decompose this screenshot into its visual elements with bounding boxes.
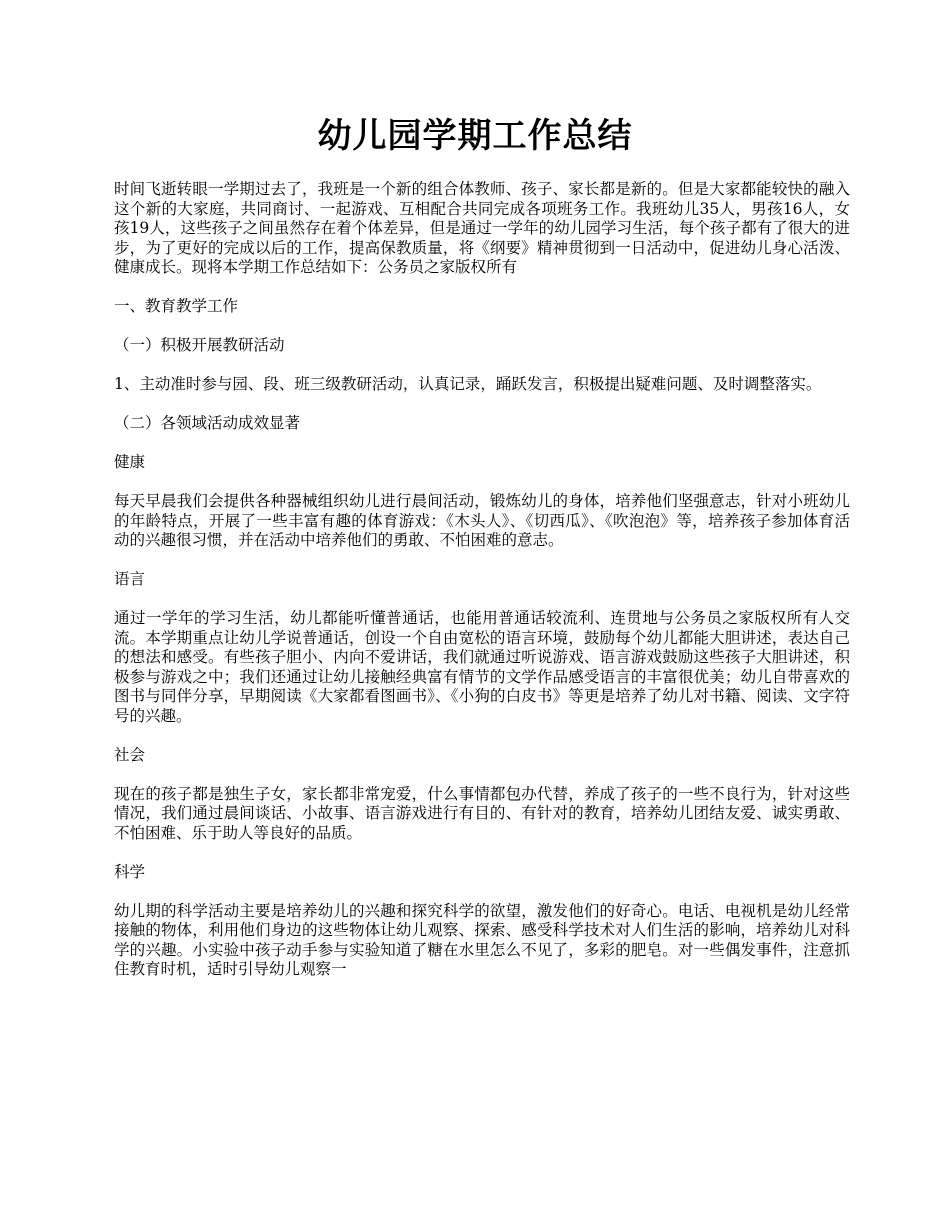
- research-paragraph: 1、主动准时参与园、段、班三级教研活动，认真记录，踊跃发言，积极提出疑难问题、及时调整落实。: [114, 375, 822, 393]
- document-title: 幼儿园学期工作总结: [317, 116, 633, 156]
- language-paragraph: 通过一学年的学习生活，幼儿都能听懂普通话，也能用普通话较流利、连贯地与公务员之家版权所有人交流。本学期重点让幼儿学说普通话，创设一个自由宽松的语言环境，鼓励每个幼儿都能大胆讲述，表达自己的想法和感受。有些孩子胆小、内向不爱讲话，我们就通过听说游戏、语言游戏鼓励这些孩子大胆讲述，积极参与游戏之中；我们还通过让幼儿接触经典富有情节的文学作品感受语言的丰富很优美；幼儿自带喜欢的图书与同伴分享，早期阅读《大家都看图画书》、《小狗的白皮书》等更是培养了幼儿对书籍、阅读、文字符号的兴趣。: [114, 609, 850, 725]
- heading-society: 社会: [114, 745, 146, 764]
- society-paragraph: 现在的孩子都是独生子女，家长都非常宠爱，什么事情都包办代替，养成了孩子的一些不良行为，针对这些情况，我们通过晨间谈话、小故事、语言游戏进行有目的、有针对的教育，培养幼儿团结友爱、诚实勇敢、不怕困难、乐于助人等良好的品质。: [114, 784, 850, 842]
- document-body: [114, 180, 850, 999]
- heading-language: 语言: [114, 570, 146, 588]
- health-paragraph: 每天早晨我们会提供各种器械组织幼儿进行晨间活动，锻炼幼儿的身体，培养他们坚强意志，针对小班幼儿的年龄特点，开展了一些丰富有趣的体育游戏：《木头人》、《切西瓜》、《吹泡泡》等，培养孩子参加体育活动的兴趣很习惯，并在活动中培养他们的勇敢、不怕困难的意志。: [114, 492, 850, 549]
- heading-science: 科学: [114, 862, 146, 881]
- heading-health: 健康: [114, 453, 146, 471]
- science-paragraph: 幼儿期的科学活动主要是培养幼儿的兴趣和探究科学的欲望，激发他们的好奇心。电话、电视机是幼儿经常接触的物体，利用他们身边的这些物体让幼儿观察、探索、感受科学技术对人们生活的影响，培养幼儿对科学的兴趣。小实验中孩子动手参与实验知道了糖在水里怎么不见了，多彩的肥皂。对一些偶发事件，注意抓住教育时机，适时引导幼儿观察一: [114, 901, 850, 978]
- section-heading-teaching: 一、教育教学工作: [114, 297, 239, 315]
- subsection-heading-domains: （二）各领域活动成效显著: [114, 414, 301, 432]
- intro-paragraph: 时间飞逝转眼一学期过去了，我班是一个新的组合体教师、孩子、家长都是新的。但是大家都能较快的融入这个新的大家庭，共同商讨、一起游戏、互相配合共同完成各项班务工作。我班幼儿35人，男孩16人，女孩19人，这些孩子之间虽然存在着个体差异，但是通过一学年的幼儿园学习生活，每个孩子都有了很大的进步，为了更好的完成以后的工作，提高保教质量，将《纲要》精神贯彻到一日活动中，促进幼儿身心活泼、健康成长。现将本学期工作总结如下：公务员之家版权所有: [114, 180, 850, 276]
- subsection-heading-research: （一）积极开展教研活动: [114, 336, 285, 354]
